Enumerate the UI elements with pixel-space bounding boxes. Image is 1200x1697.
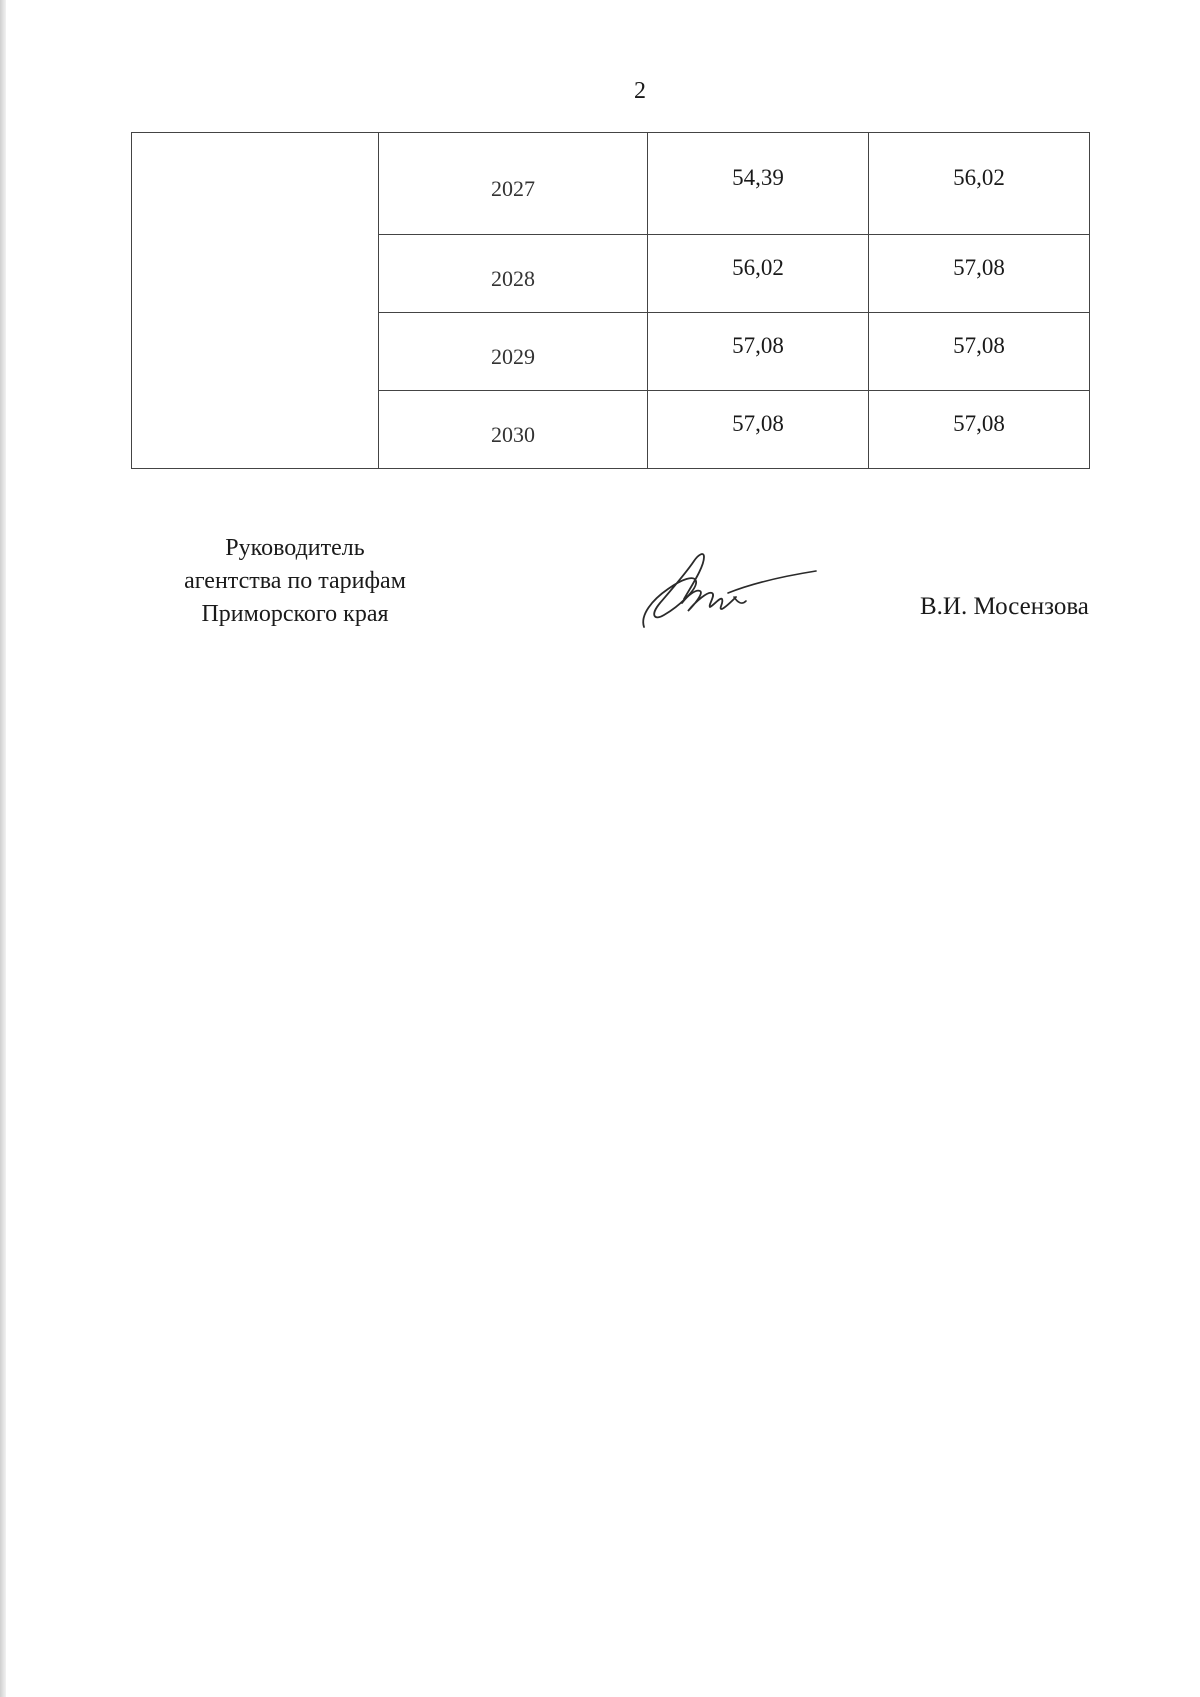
value-1-text: 57,08 (732, 410, 784, 436)
value-2-text: 56,02 (953, 164, 1005, 190)
year-cell: 2028 (379, 235, 648, 313)
value-cell (869, 235, 1090, 313)
year-cell: 2027 (379, 133, 648, 235)
value-cell (648, 313, 869, 391)
signer-title-line: Руководитель (225, 535, 365, 561)
value-cell (869, 313, 1090, 391)
table-row (132, 133, 1090, 235)
handwritten-signature (638, 545, 820, 635)
value-cell (648, 391, 869, 469)
value-1-text: 57,08 (732, 332, 784, 358)
value-2-text: 57,08 (953, 410, 1005, 436)
signer-name: В.И. Мосензова (920, 593, 1089, 620)
signer-title-line: агентства по тарифам (184, 568, 406, 594)
value-1-text: 56,02 (732, 254, 784, 280)
value-cell (648, 235, 869, 313)
value-cell (648, 133, 869, 235)
value-cell (869, 133, 1090, 235)
page-edge (0, 0, 6, 1697)
year-cell: 2030 (379, 391, 648, 469)
signer-title (140, 532, 450, 631)
value-2-text: 57,08 (953, 332, 1005, 358)
value-2-text: 57,08 (953, 254, 1005, 280)
tariff-table (131, 132, 1090, 469)
year-cell: 2029 (379, 313, 648, 391)
value-1-text: 54,39 (732, 164, 784, 190)
page-number: 2 (634, 78, 646, 104)
value-cell (869, 391, 1090, 469)
signer-title-line: Приморского края (201, 601, 389, 627)
blank-cell (132, 133, 379, 469)
